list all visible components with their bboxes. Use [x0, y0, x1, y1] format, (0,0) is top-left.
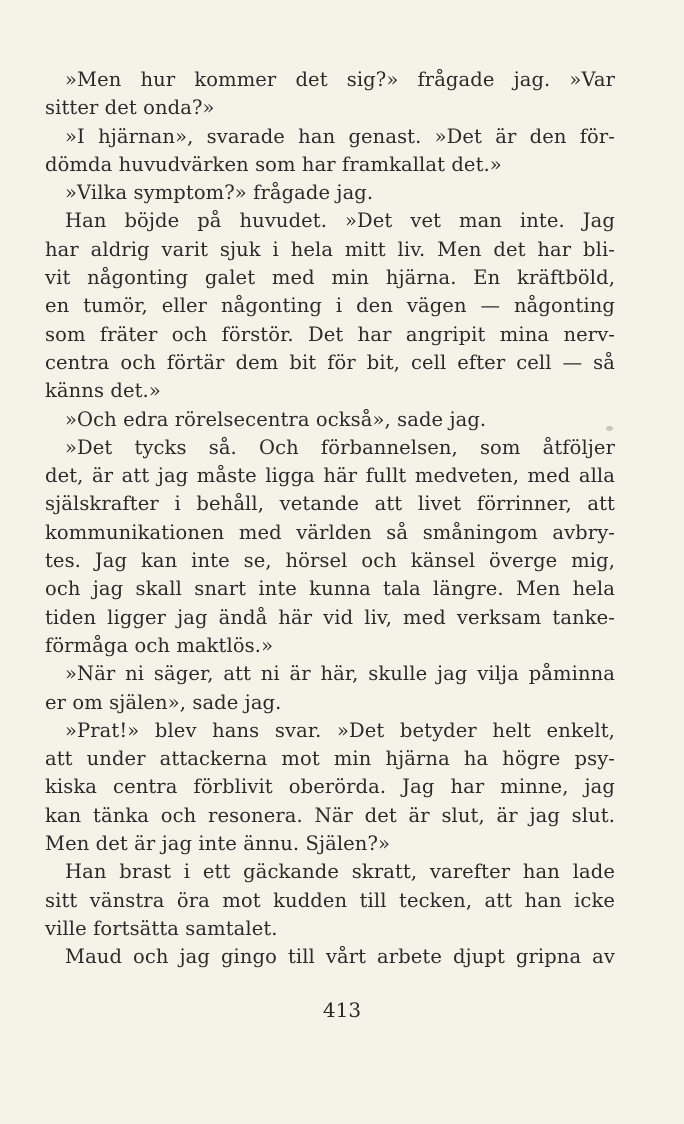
text-line: er om själen», sade jag. [45, 690, 282, 714]
book-page-text [45, 66, 615, 972]
text-line: »Det tycks så. Och förbannelsen, som åtföljer [65, 435, 615, 459]
text-line: en tumör, eller någonting i den vägen — någonting [45, 294, 615, 318]
ink-speck [606, 426, 613, 431]
text-line: har aldrig varit sjuk i hela mitt liv. Men det har bli- [45, 237, 615, 261]
text-line: tiden ligger jag ändå här vid liv, med verksam tanke- [45, 605, 615, 629]
text-line: kan tänka och resonera. När det är slut, är jag slut. [45, 803, 615, 827]
text-line: vit någonting galet med min hjärna. En kräftböld, [45, 266, 615, 290]
text-line: kiska centra förblivit oberörda. Jag har minne, jag [45, 775, 615, 799]
text-line: Maud och jag gingo till vårt arbete djupt gripna av [65, 945, 615, 969]
page-number: 413 [322, 998, 362, 1022]
text-line: »Och edra rörelsecentra också», sade jag. [65, 407, 487, 431]
text-line: »Men hur kommer det sig?» frågade jag. »Var [65, 68, 615, 91]
text-line: »När ni säger, att ni är här, skulle jag vilja påminna [65, 662, 615, 686]
text-line: »I hjärnan», svarade han genast. »Det är den för- [65, 124, 615, 148]
text-line: »Prat!» blev hans svar. »Det betyder helt enkelt, [65, 718, 615, 742]
text-line: förmåga och maktlös.» [45, 633, 274, 657]
text-line: sitt vänstra öra mot kudden till tecken, att han icke [45, 888, 615, 912]
text-line: känns det.» [45, 379, 161, 403]
text-line: det, är att jag måste ligga här fullt medveten, med alla [45, 464, 615, 488]
text-line: Men det är jag inte ännu. Själen?» [45, 832, 391, 856]
text-line: själskrafter i behåll, vetande att livet förrinner, att [45, 492, 615, 516]
text-line: att under attackerna mot min hjärna ha högre psy- [45, 747, 615, 771]
text-line: Han böjde på huvudet. »Det vet man inte. Jag [65, 209, 615, 233]
text-line: sitter det onda?» [45, 96, 215, 120]
text-line: dömda huvudvärken som har framkallat det.» [45, 152, 502, 176]
text-line: tes. Jag kan inte se, hörsel och känsel överge mig, [45, 549, 615, 573]
text-line: centra och förtär dem bit för bit, cell efter cell — så [45, 350, 615, 374]
text-line: och jag skall snart inte kunna tala längre. Men hela [45, 577, 615, 601]
text-line: som fräter och förstör. Det har angripit mina nerv- [45, 322, 615, 346]
text-line: Han brast i ett gäckande skratt, varefter han lade [65, 860, 615, 884]
text-line: kommunikationen med världen så småningom avbry- [45, 520, 615, 544]
text-line: »Vilka symptom?» frågade jag. [65, 181, 374, 205]
text-line: ville fortsätta samtalet. [45, 916, 278, 940]
